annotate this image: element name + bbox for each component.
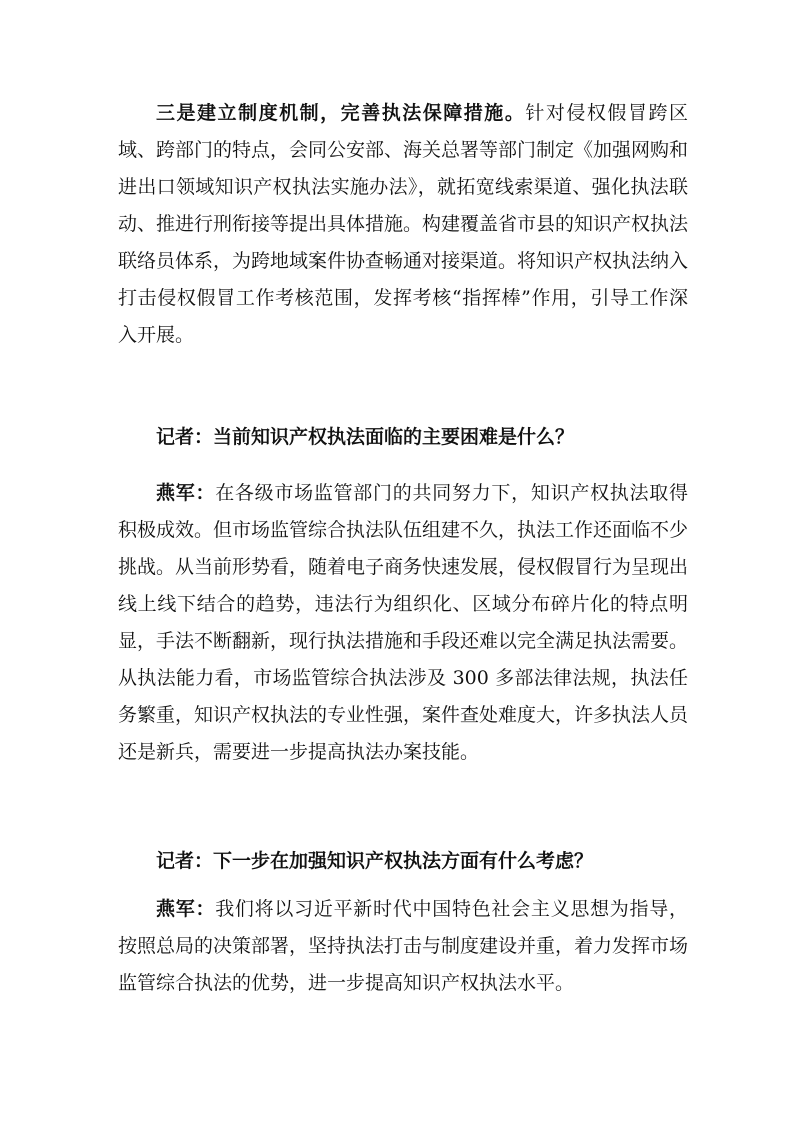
answer-text: 在各级市场监管部门的共同努力下，知识产权执法取得积极成效。但市场监管综合执法队伍组建不久，执法工作还面临不少挑战。从当前形势看，随着电子商务快速发展，侵权假冒行为呈现出线上线下结合的趋势，违法行为组织化、区域分布碎片化的特点明显，手法不断翻新，现行执法措施和手段还难以完全满足执法需要。从执法能力看，市场监管综合执法涉及 300 多部法律法规，执法任务繁重，知识产权执法的专业性强，案件查处难度大，许多执法人员还是新兵，需要进一步提高执法办案技能。: [118, 482, 689, 763]
question-difficulties: 记者：当前知识产权执法面临的主要困难是什么？: [156, 426, 575, 448]
answer-difficulties: [118, 475, 688, 771]
answer-speaker: 燕军：: [156, 898, 216, 920]
question-next-steps: 记者：下一步在加强知识产权执法方面有什么考虑？: [156, 850, 594, 872]
answer-speaker: 燕军：: [156, 482, 216, 504]
answer-text: 我们将以习近平新时代中国特色社会主义思想为指导，按照总局的决策部署，坚持执法打击与制度建设并重，着力发挥市场监管综合执法的优势，进一步提高知识产权执法水平。: [118, 898, 689, 994]
paragraph-body: 针对侵权假冒跨区域、跨部门的特点，会同公安部、海关总署等部门制定《加强网购和进出口领域知识产权执法实施办法》，就拓宽线索渠道、强化执法联动、推进行刑衔接等提出具体措施。构建覆盖省市县的知识产权执法联络员体系，为跨地域案件协查畅通对接渠道。将知识产权执法纳入打击侵权假冒工作考核范围，发挥考核“指挥棒”作用，引导工作深入开展。: [118, 102, 689, 346]
answer-next-steps: [118, 891, 688, 1002]
paragraph-lead: 三是建立制度机制，完善执法保障措施。: [156, 102, 526, 124]
paragraph-enforcement-measures: [118, 95, 688, 354]
